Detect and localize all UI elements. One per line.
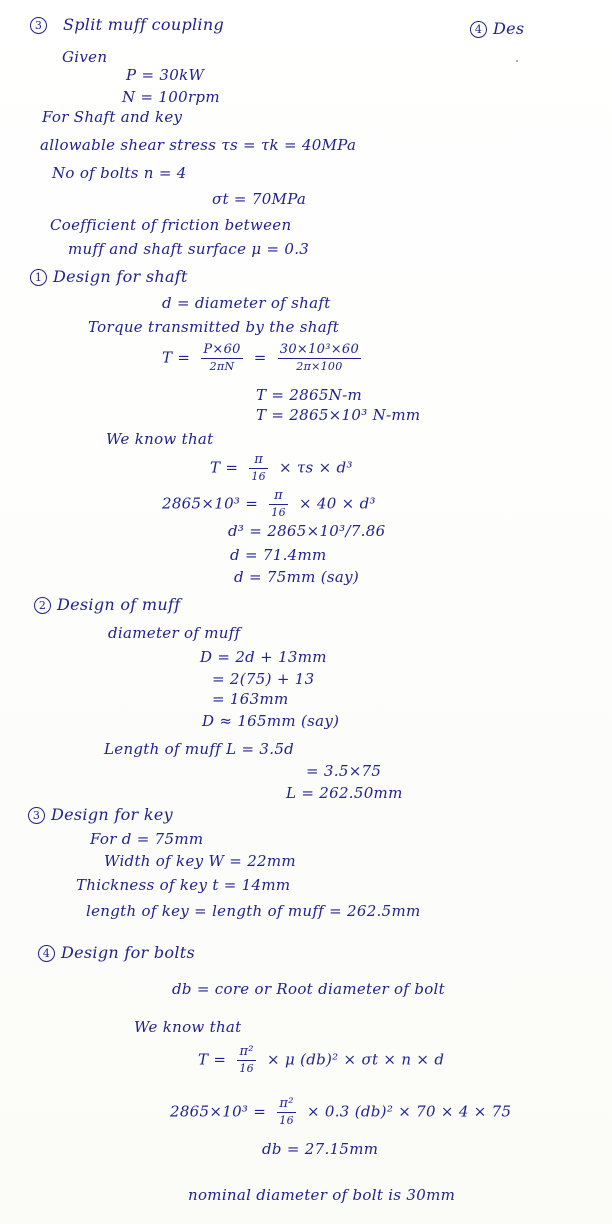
equation-rhs: × 0.3 (db)² × 70 × 4 × 75 <box>306 1102 512 1121</box>
given-friction-line2: muff and shaft surface μ = 0.3 <box>68 240 310 258</box>
fraction-numerator: π² <box>277 1096 296 1113</box>
key-length: length of key = length of muff = 262.5mm <box>86 902 421 920</box>
fraction-denominator: 2πN <box>209 360 235 373</box>
given-tensile-stress: σt = 70MPa <box>212 190 307 208</box>
muff-diameter-result: = 163mm <box>212 690 289 708</box>
fraction-numerator: 30×10³×60 <box>279 342 360 357</box>
fraction <box>278 342 361 375</box>
equation-lhs: 2865×10³ = <box>170 1102 267 1121</box>
given-shaft-key-label: For Shaft and key <box>42 108 183 126</box>
section-heading-text: Design for bolts <box>61 943 195 962</box>
shaft-d-calculated: d = 71.4mm <box>230 546 327 564</box>
fraction <box>269 488 288 521</box>
fraction-numerator: P×60 <box>203 342 241 357</box>
bolts-db-result: db = 27.15mm <box>262 1140 379 1158</box>
fraction <box>201 342 242 375</box>
bolts-substitution <box>170 1096 511 1129</box>
fraction-numerator: π <box>269 488 288 505</box>
given-label: Given <box>62 48 108 66</box>
fraction <box>277 1096 296 1129</box>
section-heading-text: Design for shaft <box>53 267 188 286</box>
bolts-db-definition: db = core or Root diameter of bolt <box>172 980 445 998</box>
muff-section-heading <box>34 596 180 614</box>
key-width: Width of key W = 22mm <box>104 852 296 870</box>
question-4-fragment <box>470 20 524 38</box>
equals-sign: = <box>253 348 267 367</box>
shaft-we-know: We know that <box>106 430 214 448</box>
equation-rhs: × τs × d³ <box>279 458 353 477</box>
fraction-numerator: π² <box>237 1044 256 1061</box>
section-heading-text: Design for key <box>51 805 173 824</box>
key-thickness: Thickness of key t = 14mm <box>76 876 291 894</box>
question-3-title-line <box>30 16 224 34</box>
equation-lhs: T = <box>210 458 239 477</box>
shaft-torque-value-nm: T = 2865N-m <box>256 386 363 404</box>
fraction-numerator: π <box>249 452 268 469</box>
bolts-section-heading <box>38 944 195 962</box>
shaft-d-definition: d = diameter of shaft <box>162 294 331 312</box>
bolts-nominal-diameter: nominal diameter of bolt is 30mm <box>188 1186 456 1204</box>
shaft-d-selected: d = 75mm (say) <box>234 568 360 586</box>
question-number-circle: 4 <box>470 21 487 38</box>
equation-lhs: T = <box>162 348 191 367</box>
given-bolts: No of bolts n = 4 <box>52 164 187 182</box>
fraction-denominator: 16 <box>239 1062 254 1075</box>
shaft-torque-value-nmm: T = 2865×10³ N-mm <box>256 406 421 424</box>
shaft-section-heading <box>30 268 188 286</box>
fraction <box>237 1044 256 1077</box>
fraction-denominator: 16 <box>279 1114 294 1127</box>
muff-length-label: Length of muff L = 3.5d <box>104 740 295 758</box>
bolts-we-know: We know that <box>134 1018 242 1036</box>
fraction <box>249 452 268 485</box>
equation-rhs: × 40 × d³ <box>298 494 376 513</box>
bolts-friction-formula <box>198 1044 444 1077</box>
muff-length-result: L = 262.50mm <box>286 784 403 802</box>
muff-diameter-substitution: = 2(75) + 13 <box>212 670 315 688</box>
key-for-d: For d = 75mm <box>90 830 204 848</box>
shaft-torsion-formula <box>210 452 353 485</box>
key-section-heading <box>28 806 173 824</box>
heading-fragment: Des <box>493 19 525 38</box>
section-number-circle: 1 <box>30 269 47 286</box>
given-power: P = 30kW <box>126 66 205 84</box>
section-number-circle: 3 <box>28 807 45 824</box>
question-number-circle: 3 <box>30 17 47 34</box>
shaft-d-cubed: d³ = 2865×10³/7.86 <box>228 522 386 540</box>
muff-length-substitution: = 3.5×75 <box>306 762 382 780</box>
muff-diameter-formula: D = 2d + 13mm <box>200 648 327 666</box>
given-shear-stress: allowable shear stress τs = τk = 40MPa <box>40 136 357 154</box>
shaft-substitution <box>162 488 376 521</box>
fraction-denominator: 16 <box>271 506 286 519</box>
shaft-torque-label: Torque transmitted by the shaft <box>88 318 340 336</box>
fraction-denominator: 2π×100 <box>296 360 343 373</box>
shaft-torque-equation <box>162 342 367 375</box>
given-speed: N = 100rpm <box>122 88 220 106</box>
equation-lhs: T = <box>198 1050 227 1069</box>
section-heading-text: Design of muff <box>57 595 181 614</box>
paper-speck <box>516 60 518 62</box>
equation-rhs: × μ (db)² × σt × n × d <box>267 1050 445 1069</box>
muff-diameter-selected: D ≈ 165mm (say) <box>202 712 340 730</box>
page-title: Split muff coupling <box>63 15 224 34</box>
section-number-circle: 2 <box>34 597 51 614</box>
section-number-circle: 4 <box>38 945 55 962</box>
muff-diameter-label: diameter of muff <box>108 624 241 642</box>
given-friction-line1: Coefficient of friction between <box>50 216 292 234</box>
fraction-denominator: 16 <box>251 470 266 483</box>
equation-lhs: 2865×10³ = <box>162 494 259 513</box>
